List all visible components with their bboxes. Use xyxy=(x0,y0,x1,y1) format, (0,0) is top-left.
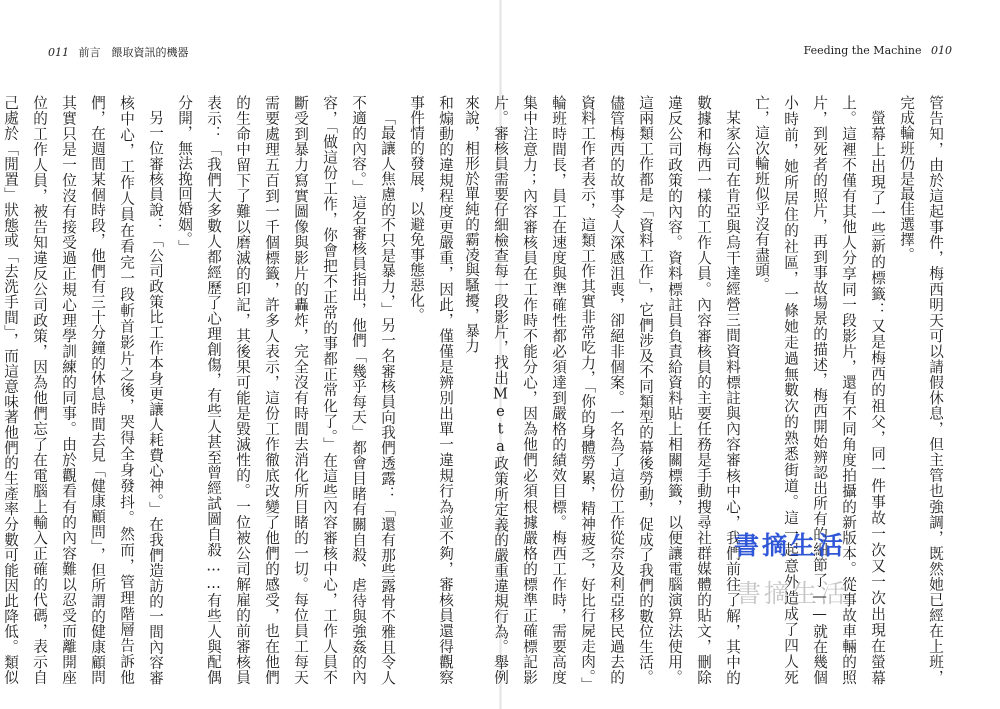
right-paragraph-3: 某家公司在肯亞與烏干達經營三間資料標註與內容審核中心，我們前往了解，其中的數據和梅西一樣的工作人員。內容審核員的主要任務是手動搜尋社群媒體的貼文，刪除違反公司政策的內容。資料標註員負責給資料貼上相關標籤，以便讓電腦演算法使用。這兩類工作都是「資料工作」，它們涉及不同類型的幕後勞動，促成了我們的數位生活。儘管梅西的故事令人深感沮喪，卻絕非個案。一名為了這份工作從奈及利亞移民過去的資料工作者表示，這類工作其實非常吃力，「你的身體勞累，精神疲乏，好比行屍走肉。」輪班時間長，員工在速度與準確性都必須達到嚴格的績效目標。梅西工作時，需要高度集中注意力；內容審核員在工作時不能分心，因為他們必須根據嚴格的標準正確標記影片。審核員需要仔細檢查每一段影片，找出Meta政策所定義的嚴重違規行為。舉例來說，相形於單純的霸凌與騷擾，暴力 xyxy=(463,95,741,685)
right-paragraph-1: 管告知，由於這起事件，梅西明天可以請假休息，但主管也強調，既然她已經在上班，完成輪班仍是最佳選擇。 xyxy=(898,95,944,685)
right-paragraph-2: 螢幕上出現了一些新的標籤：又是梅西的祖父，同一件事故一次又一次出現在螢幕上。這裡不僅有其他人分享同一段影片，還有不同角度拍攝的新版本。從事故車輛的照片，到死者的照片，再到事故場景的描述，梅西開始辨認出所有的細節了——就在幾個小時前，她所居住的社區，一條她走過無數次的熟悉街道。這一起意外造成了四人死亡，這次輪班似乎沒有盡頭。 xyxy=(753,95,886,685)
left-paragraph-1: 和煽動的違規程度更嚴重，因此，僅僅是辨別出單一違規行為並不夠，審核員還得觀察事件情的發展，以避免事態惡化。 xyxy=(408,95,454,685)
right-page-header xyxy=(804,44,952,57)
left-paragraph-2: 「最讓人焦慮的不只是暴力，」另一名審核員向我們透露：「還有那些露骨不雅且令人不適的內容。」這名審核員指出，他們「幾乎每天」都會目睹有關自殺、虐待與強姦的內容，「做這份工作，你會把不正常的事都正常化了。」在這些內容審核中心，工作人員不斷受到暴力寫實圖像與影片的轟炸，完全沒有時間去消化所目睹的一切。每位員工每天需要處理五百到一千個標籤，許多人表示，這份工作徹底改變了他們的感受，也在他們的生命中留下了難以磨滅的印記，其後果可能是毀滅性的。一位被公司解雇的前審核員表示：「我們大多數人都經歷了心理創傷，有些人甚至曾經試圖自殺……有些人與配偶分開，無法挽回婚姻。」 xyxy=(176,95,396,685)
left-running-title: 前言 餵取資訊的機器 xyxy=(78,46,189,59)
right-running-title: Feeding the Machine xyxy=(803,44,922,57)
watermark-logo: 書摘生活 xyxy=(734,531,847,560)
left-page-header xyxy=(48,44,189,60)
left-paragraph-3: 另一位審核員說：「公司政策比工作本身更讓人耗費心神。」在我們造訪的一間內容審核中心，工作人員在看完一段斬首影片之後，哭得全身發抖。然而，管理階層告訴他們，在週間某個時段，他們有三十分鐘的休息時間去見「健康顧問」，但所謂的健康顧問其實只是一位沒有接受過正規心理學訓練的同事。由於觀看有的內容難以忍受而離開座位的工作人員，被告知違反公司政策，因為他們忘了在電腦上輸入正確的代碼，表示自己處於「閒置」狀態或「去洗手間」，而這意味著他們的生產率分數可能因此降低。類似 xyxy=(2,95,164,685)
left-page-number: 011 xyxy=(48,46,69,59)
left-page-body xyxy=(2,95,460,685)
right-page-number: 010 xyxy=(931,44,952,57)
watermark-shadow: 書摘生活 xyxy=(736,579,849,608)
